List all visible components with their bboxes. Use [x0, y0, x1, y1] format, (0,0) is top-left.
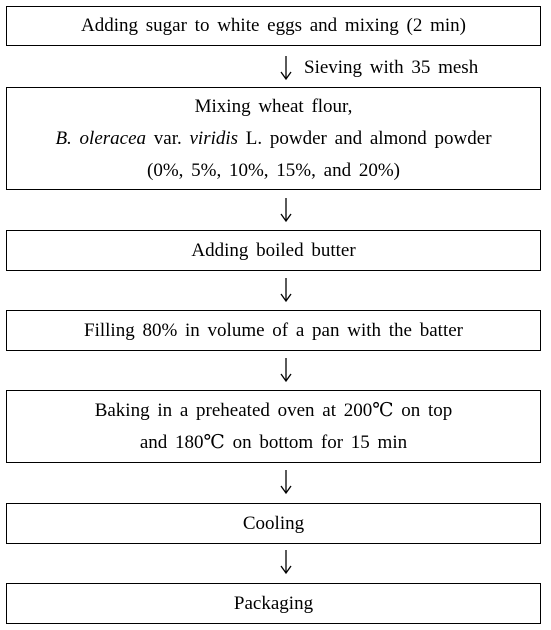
step-adding-sugar-box [6, 6, 541, 46]
species-variety-name: viridis [189, 127, 239, 149]
step-mixing-flour-line1: Mixing wheat flour, [194, 95, 353, 117]
step-filling-pan-text: Filling 80% in volume of a pan with the batter [84, 319, 463, 341]
step-mixing-flour-line3: (0%, 5%, 10%, 15%, and 20%) [147, 159, 400, 181]
arrow-down-icon [278, 276, 294, 304]
step-baking-box [6, 390, 541, 463]
step-baking-line2: and 180℃ on bottom for 15 min [139, 431, 408, 453]
arrow-down-icon [278, 356, 294, 384]
step-adding-butter-box [6, 230, 541, 271]
arrow-down-icon [278, 196, 294, 224]
step-mixing-flour-box [6, 87, 541, 190]
sieving-note: Sieving with 35 mesh [304, 57, 479, 78]
arrow-down-icon [278, 54, 294, 82]
step-filling-pan-box [6, 310, 541, 351]
arrow-down-icon [278, 548, 294, 576]
step-adding-sugar-text: Adding sugar to white eggs and mixing (2 min) [81, 15, 466, 36]
step-packaging-box [6, 583, 541, 624]
powder-description: L. powder and almond powder [238, 127, 492, 149]
step-baking-line1: Baking in a preheated oven at 200℃ on top [94, 399, 453, 421]
step-cooling-box [6, 503, 541, 544]
step-adding-butter-text: Adding boiled butter [191, 239, 356, 261]
step-cooling-text: Cooling [242, 512, 305, 534]
species-name-genus: B. oleracea [55, 127, 147, 149]
step-mixing-flour-line2 [55, 123, 491, 155]
species-var-label: var. [146, 127, 190, 149]
arrow-down-icon [278, 468, 294, 496]
step-packaging-text: Packaging [233, 592, 314, 614]
